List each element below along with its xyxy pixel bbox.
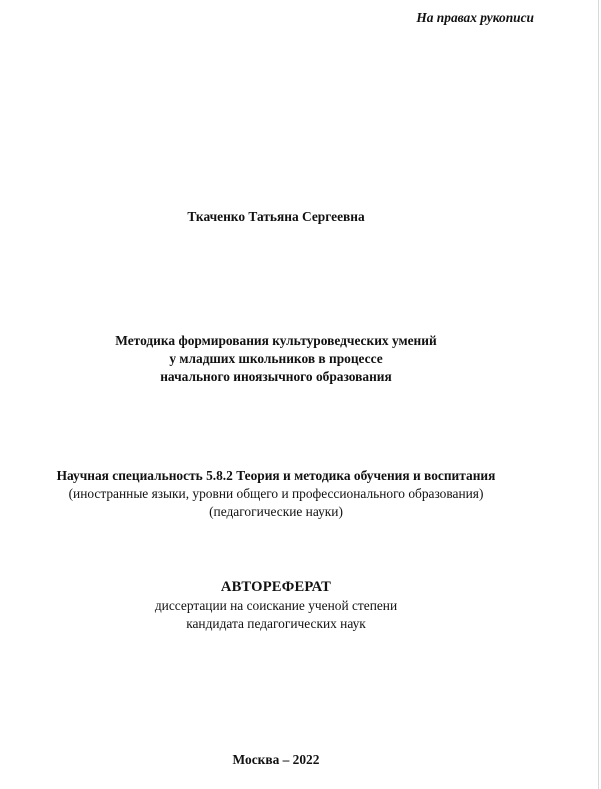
title-line-2: у младших школьников в процессе [169, 351, 383, 366]
specialty-block [0, 467, 552, 521]
author-block [0, 208, 552, 226]
specialty-line-1: Научная специальность 5.8.2 Теория и методика обучения и воспитания [56, 468, 496, 483]
city-year-block [0, 751, 552, 769]
author-name: Ткаченко Татьяна Сергеевна [187, 209, 365, 224]
document-type-line-2: кандидата педагогических наук [186, 616, 366, 631]
page-edge-line [598, 0, 599, 789]
document-type-heading: АВТОРЕФЕРАТ [220, 579, 332, 595]
specialty-line-2: (иностранные языки, уровни общего и профессионального образования) [68, 486, 484, 501]
copyright-note: На правах рукописи [416, 10, 534, 25]
city-year: Москва – 2022 [232, 752, 320, 767]
document-type-line-1: диссертации на соискание ученой степени [154, 598, 398, 613]
specialty-line-3: (педагогические науки) [209, 504, 343, 519]
document-type-block [0, 578, 552, 633]
title-line-3: начального иноязычного образования [160, 369, 392, 384]
dissertation-title [0, 332, 552, 386]
title-line-1: Методика формирования культуроведческих умений [115, 333, 437, 348]
